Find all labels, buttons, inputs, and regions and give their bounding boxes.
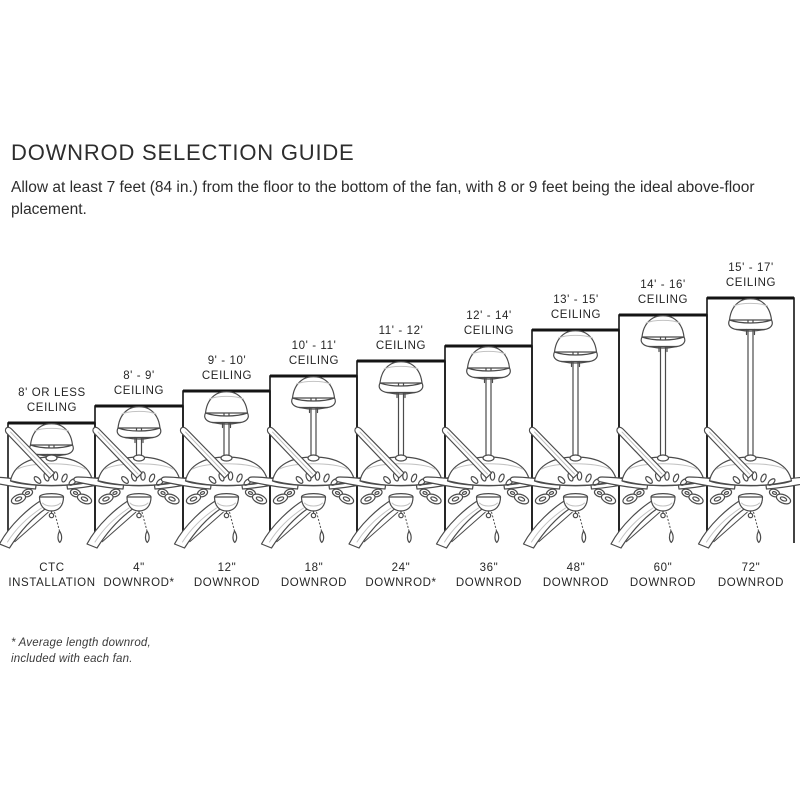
downrod-label-9: 72" DOWNROD — [717, 562, 785, 589]
downrod-label-8: 60" DOWNROD — [629, 562, 697, 589]
ceiling-label-2: 8' - 9' CEILING — [113, 370, 165, 397]
ceiling-label-5: 11' - 12' CEILING — [375, 325, 427, 352]
ceiling-label-1: 8' OR LESS CEILING — [18, 387, 86, 414]
ceiling-label-7: 13' - 15' CEILING — [550, 294, 602, 321]
downrod-label-1: CTC INSTALLATION — [8, 562, 96, 589]
ceiling-label-3: 9' - 10' CEILING — [201, 355, 253, 382]
fan-illustration-24in — [336, 362, 466, 548]
downrod-label-6: 36" DOWNROD — [455, 562, 523, 589]
fan-illustration-12in — [161, 392, 291, 548]
fan-illustration-36in — [423, 347, 553, 548]
downrod-label-5: 24" DOWNROD* — [365, 562, 437, 589]
fan-illustration-72in — [685, 299, 800, 548]
fan-illustration-48in — [510, 331, 640, 548]
downrod-label-3: 12" DOWNROD — [193, 562, 261, 589]
downrod-label-4: 18" DOWNROD — [280, 562, 348, 589]
downrod-label-2: 4" DOWNROD* — [103, 562, 175, 589]
ceiling-label-9: 15' - 17' CEILING — [725, 262, 777, 289]
ceiling-label-4: 10' - 11' CEILING — [288, 340, 340, 367]
footnote: * Average length downrod, included with each fan. — [11, 637, 151, 665]
page-title: DOWNROD SELECTION GUIDE — [11, 140, 355, 165]
ceiling-label-8: 14' - 16' CEILING — [637, 279, 689, 306]
ceiling-label-6: 12' - 14' CEILING — [463, 310, 515, 337]
downrod-label-7: 48" DOWNROD — [542, 562, 610, 589]
fan-illustration-18in — [248, 377, 378, 548]
intro-text: Allow at least 7 feet (84 in.) from the floor to the bottom of the fan, with 8 or 9 feet being the ideal above-floor placement. — [11, 179, 755, 218]
